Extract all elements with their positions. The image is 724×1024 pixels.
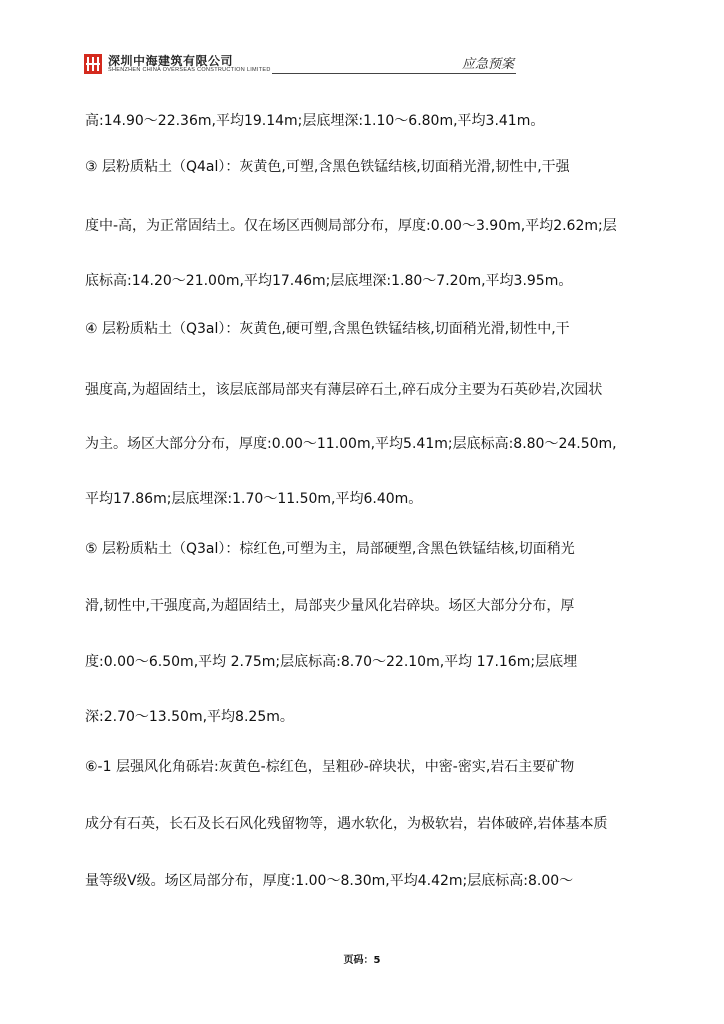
body-line: 成分有石英，长石及长石风化残留物等，遇水软化，为极软岩，岩体破碎,岩体基本质	[85, 816, 608, 832]
document-title: 应急预案	[461, 57, 514, 72]
body-line: 滑,韧性中,干强度高,为超固结土，局部夹少量风化岩碎块。场区大部分分布，厚	[85, 598, 575, 614]
body-line: 平均17.86m;层底埋深:1.70～11.50m,平均6.40m。	[85, 491, 423, 507]
body-line: 度:0.00～6.50m,平均 2.75m;层底标高:8.70～22.10m,平均 17.16m;层底埋	[85, 654, 578, 670]
body-line: 度中-高，为正常固结土。仅在场区西侧局部分布，厚度:0.00～3.90m,平均2.62m;层	[85, 218, 617, 234]
page-header	[84, 50, 516, 80]
body-line: ⑥-1 层强风化角砾岩:灰黄色-棕红色，呈粗砂-碎块状，中密-密实,岩石主要矿物	[85, 759, 575, 775]
body-line: ④ 层粉质粘土（Q3al）：灰黄色,硬可塑,含黑色铁锰结核,切面稍光滑,韧性中,干	[85, 321, 570, 337]
body-line: ③ 层粉质粘土（Q4al）：灰黄色,可塑,含黑色铁锰结核,切面稍光滑,韧性中,干强	[85, 159, 570, 175]
body-line: 量等级Ⅴ级。场区局部分布，厚度:1.00～8.30m,平均4.42m;层底标高:8.00～	[85, 873, 574, 889]
body-line: 深:2.70～13.50m,平均8.25m。	[85, 709, 294, 725]
body-line: 强度高,为超固结土，该层底部局部夹有薄层碎石土,碎石成分主要为石英砂岩,次园状	[85, 382, 603, 398]
body-line: 高:14.90～22.36m,平均19.14m;层底埋深:1.10～6.80m,平均3.41m。	[85, 113, 545, 129]
company-logo-icon	[84, 54, 102, 74]
company-name-en: SHENZHEN CHINA OVERSEAS CONSTRUCTION LIMITED	[108, 67, 271, 73]
company-name-cn: 深圳中海建筑有限公司	[108, 54, 234, 68]
body-line: 底标高:14.20～21.00m,平均17.46m;层底埋深:1.80～7.20m,平均3.95m。	[85, 273, 573, 289]
header-divider	[272, 73, 516, 74]
page-number: 页码：5	[343, 955, 381, 966]
body-line: 为主。场区大部分分布，厚度:0.00～11.00m,平均5.41m;层底标高:8.80～24.50m,	[85, 436, 617, 452]
body-line: ⑤ 层粉质粘土（Q3al）：棕红色,可塑为主，局部硬塑,含黑色铁锰结核,切面稍光	[85, 541, 575, 557]
